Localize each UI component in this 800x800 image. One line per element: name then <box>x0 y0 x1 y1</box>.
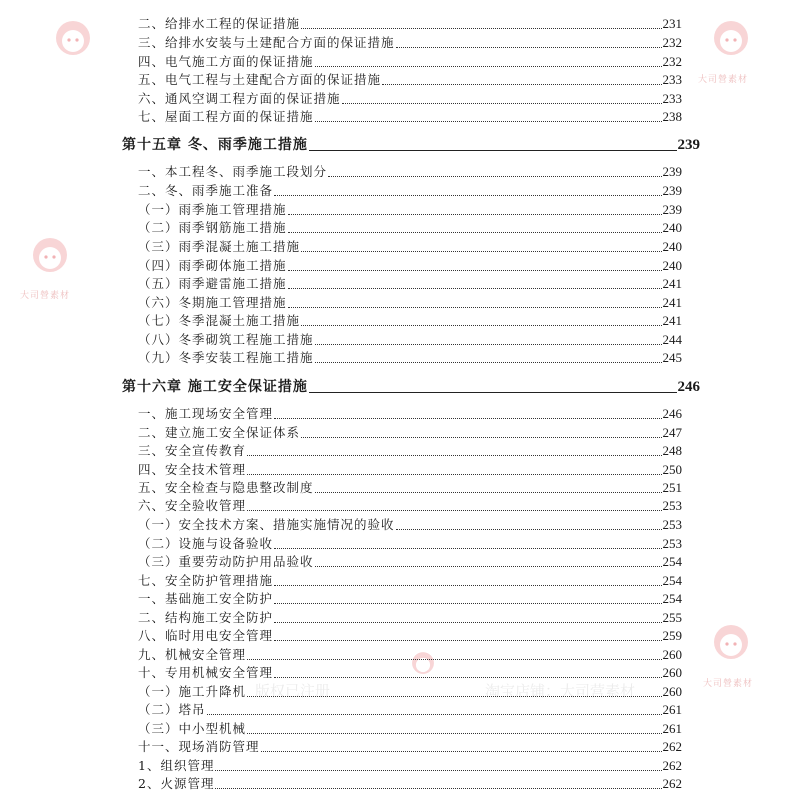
toc-entry-title: 六、通风空调工程方面的保证措施 <box>138 91 341 106</box>
toc-entry-page: 254 <box>662 573 682 588</box>
leader-dots <box>315 491 662 493</box>
toc-entry-title: （七）冬季混凝土施工措施 <box>138 313 301 328</box>
toc-entry-page: 262 <box>662 776 682 791</box>
toc-entry[interactable] <box>138 461 682 479</box>
toc-chapter-page: 246 <box>677 379 700 395</box>
toc-entry-page: 239 <box>662 164 682 179</box>
watermark-brand-text: 大司營素材 <box>703 679 754 689</box>
toc-entry-title: （八）冬季砌筑工程施工措施 <box>138 332 314 347</box>
toc-entry-title: 八、临时用电安全管理 <box>138 628 274 643</box>
toc-entry[interactable] <box>138 163 682 181</box>
toc-entry-title: （三）中小型机械 <box>138 721 247 736</box>
toc-entry-page: 250 <box>662 462 682 477</box>
toc-entry-page: 259 <box>662 628 682 643</box>
toc-entry[interactable] <box>138 53 682 71</box>
toc-entry-title: 一、本工程冬、雨季施工段划分 <box>138 164 328 179</box>
toc-entry-title: （五）雨季避雷施工措施 <box>138 276 287 291</box>
toc-entry-page: 231 <box>662 16 682 31</box>
leader-dots <box>274 194 661 196</box>
toc-entry[interactable] <box>138 331 682 349</box>
toc-entry-page: 260 <box>662 647 682 662</box>
toc-entry[interactable] <box>138 775 682 793</box>
toc-entry-page: 240 <box>662 258 682 273</box>
watermark-brand-text: 大司營素材 <box>698 75 749 85</box>
toc-entry-page: 253 <box>662 517 682 532</box>
toc-entry-page: 262 <box>662 758 682 773</box>
leader-dots <box>288 287 662 289</box>
toc-entry-page: 238 <box>662 109 682 124</box>
toc-entry[interactable] <box>138 294 682 312</box>
toc-entry-title: 十一、现场消防管理 <box>138 739 260 754</box>
toc-entry[interactable] <box>138 201 682 219</box>
toc-entry-title: （一）安全技术方案、措施实施情况的验收 <box>138 517 395 532</box>
leader-dots <box>247 732 661 734</box>
toc-entry-title: 二、结构施工安全防护 <box>138 610 274 625</box>
toc-entry-page: 232 <box>662 35 682 50</box>
toc-entry[interactable] <box>138 757 682 775</box>
toc-entry-title: （一）施工升降机 <box>138 684 247 699</box>
toc-entry-page: 248 <box>662 443 682 458</box>
toc-entry[interactable] <box>138 627 682 645</box>
toc-entry-page: 247 <box>662 425 682 440</box>
toc-entry-title: 十、专用机械安全管理 <box>138 665 274 680</box>
toc-entry[interactable] <box>138 312 682 330</box>
leader-dots <box>274 676 661 678</box>
watermark-logo-icon <box>45 18 101 68</box>
toc-entry-page: 253 <box>662 498 682 513</box>
toc-entry[interactable] <box>138 219 682 237</box>
toc-entry[interactable] <box>138 479 682 497</box>
toc-entry[interactable] <box>138 405 682 423</box>
toc-entry-page: 260 <box>662 684 682 699</box>
leader-dots <box>274 639 661 641</box>
toc-entry[interactable] <box>138 683 682 701</box>
toc-chapter-page: 239 <box>677 137 700 153</box>
toc-entry-page: 254 <box>662 591 682 606</box>
leader-dots <box>247 695 661 697</box>
toc-entry-title: 二、建立施工安全保证体系 <box>138 425 301 440</box>
toc-entry-title: 二、冬、雨季施工准备 <box>138 183 274 198</box>
toc-entry-page: 260 <box>662 665 682 680</box>
leader-dots <box>274 621 661 623</box>
toc-entry-title: （二）设施与设备验收 <box>138 536 274 551</box>
toc-entry-title: （四）雨季砌体施工措施 <box>138 258 287 273</box>
toc-entry[interactable] <box>138 275 682 293</box>
leader-dots <box>315 343 662 345</box>
leader-dots <box>396 528 662 530</box>
watermark-rights-text: 版权已注册 <box>255 682 331 700</box>
toc-chapter-title: 第十六章 施工安全保证措施 <box>122 379 308 395</box>
toc-entry-title: 三、给排水安装与土建配合方面的保证措施 <box>138 35 395 50</box>
leader-dots <box>288 306 662 308</box>
toc-entry-page: 232 <box>662 54 682 69</box>
toc-entry[interactable] <box>138 90 682 108</box>
toc-entry-page: 241 <box>662 295 682 310</box>
toc-chapter-heading[interactable] <box>122 376 700 398</box>
leader-dots <box>328 175 661 177</box>
toc-entry[interactable] <box>138 516 682 534</box>
toc-entry-page: 246 <box>662 406 682 421</box>
toc-entry[interactable] <box>138 349 682 367</box>
toc-entry[interactable] <box>138 34 682 52</box>
leader-dots <box>207 713 662 715</box>
toc-entry-title: （九）冬季安装工程施工措施 <box>138 350 314 365</box>
leader-dots <box>247 509 661 511</box>
leader-dots <box>396 46 662 48</box>
toc-entry-title: 一、施工现场安全管理 <box>138 406 274 421</box>
toc-entry[interactable] <box>138 609 682 627</box>
toc-entry[interactable] <box>138 553 682 571</box>
leader-dots <box>274 417 661 419</box>
leader-dots <box>288 269 662 271</box>
toc-entry-page: 253 <box>662 536 682 551</box>
toc-entry-title: （六）冬期施工管理措施 <box>138 295 287 310</box>
toc-entry[interactable] <box>138 720 682 738</box>
toc-entry-title: 六、安全验收管理 <box>138 498 247 513</box>
toc-entry-title: 三、安全宣传教育 <box>138 443 247 458</box>
toc-entry-title: 1、组织管理 <box>138 758 215 773</box>
toc-entry-title: （二）雨季钢筋施工措施 <box>138 220 287 235</box>
toc-entry-page: 254 <box>662 554 682 569</box>
toc-entry-page: 239 <box>662 202 682 217</box>
leader-dots <box>247 454 661 456</box>
leader-dots <box>315 361 662 363</box>
leader-dots <box>274 584 661 586</box>
toc-entry-title: 五、安全检查与隐患整改制度 <box>138 480 314 495</box>
toc-entry-page: 240 <box>662 239 682 254</box>
leader-dots <box>288 213 662 215</box>
leader-dots <box>274 547 661 549</box>
toc-entry-title: （三）雨季混凝土施工措施 <box>138 239 301 254</box>
leader-dots <box>301 436 661 438</box>
watermark-logo-icon <box>703 622 759 672</box>
toc-chapter-heading[interactable] <box>122 134 700 156</box>
toc-entry[interactable] <box>138 108 682 126</box>
leader-dots <box>315 565 662 567</box>
leader-dots <box>315 120 662 122</box>
leader-dots <box>274 602 661 604</box>
toc-entry-title: 七、屋面工程方面的保证措施 <box>138 109 314 124</box>
watermark-brand-text: 大司營素材 <box>20 291 71 301</box>
toc-entry-title: 2、火源管理 <box>138 776 215 791</box>
toc-entry-title: （三）重要劳动防护用品验收 <box>138 554 314 569</box>
toc-entry[interactable] <box>138 257 682 275</box>
toc-entry[interactable] <box>138 15 682 33</box>
toc-entry-page: 240 <box>662 220 682 235</box>
leader-dots <box>247 473 661 475</box>
toc-entry[interactable] <box>138 497 682 515</box>
toc-entry-title: 四、电气施工方面的保证措施 <box>138 54 314 69</box>
toc-entry-page: 239 <box>662 183 682 198</box>
leader-dots <box>309 391 677 393</box>
toc-chapter-title: 第十五章 冬、雨季施工措施 <box>122 137 308 153</box>
toc-entry-page: 244 <box>662 332 682 347</box>
watermark-shop-text: 淘宝店铺：大司营素材 <box>485 682 636 700</box>
leader-dots <box>382 83 661 85</box>
leader-dots <box>215 787 661 789</box>
toc-entry[interactable] <box>138 738 682 756</box>
toc-entry[interactable] <box>138 572 682 590</box>
toc-entry-title: 四、安全技术管理 <box>138 462 247 477</box>
toc-entry-page: 241 <box>662 313 682 328</box>
leader-dots <box>301 250 661 252</box>
toc-entry-page: 255 <box>662 610 682 625</box>
toc-entry-page: 233 <box>662 72 682 87</box>
toc-entry-title: 一、基础施工安全防护 <box>138 591 274 606</box>
leader-dots <box>342 102 662 104</box>
leader-dots <box>301 27 661 29</box>
toc-entry-page: 245 <box>662 350 682 365</box>
toc-entry[interactable] <box>138 238 682 256</box>
leader-dots <box>315 65 662 67</box>
toc-entry[interactable] <box>138 646 682 664</box>
leader-dots <box>215 769 661 771</box>
toc-entry[interactable] <box>138 182 682 200</box>
toc-entry-title: 二、给排水工程的保证措施 <box>138 16 301 31</box>
toc-entry[interactable] <box>138 590 682 608</box>
toc-entry-page: 261 <box>662 721 682 736</box>
toc-entry-page: 261 <box>662 702 682 717</box>
toc-entry-title: （二）塔吊 <box>138 702 206 717</box>
toc-entry-title: 五、电气工程与土建配合方面的保证措施 <box>138 72 382 87</box>
leader-dots <box>261 750 662 752</box>
leader-dots <box>309 149 677 151</box>
toc-entry-title: （一）雨季施工管理措施 <box>138 202 287 217</box>
toc-entry[interactable] <box>138 442 682 460</box>
toc-entry-title: 七、安全防护管理措施 <box>138 573 274 588</box>
toc-entry-page: 251 <box>662 480 682 495</box>
leader-dots <box>247 658 661 660</box>
toc-entry-title: 九、机械安全管理 <box>138 647 247 662</box>
leader-dots <box>288 231 662 233</box>
leader-dots <box>301 324 661 326</box>
toc-entry[interactable] <box>138 664 682 682</box>
toc-entry-page: 241 <box>662 276 682 291</box>
toc-entry[interactable] <box>138 424 682 442</box>
toc-entry[interactable] <box>138 71 682 89</box>
watermark-logo-icon <box>22 235 78 285</box>
toc-entry-page: 262 <box>662 739 682 754</box>
toc-entry[interactable] <box>138 535 682 553</box>
toc-entry-page: 233 <box>662 91 682 106</box>
watermark-logo-icon <box>703 18 759 68</box>
toc-entry[interactable] <box>138 701 682 719</box>
